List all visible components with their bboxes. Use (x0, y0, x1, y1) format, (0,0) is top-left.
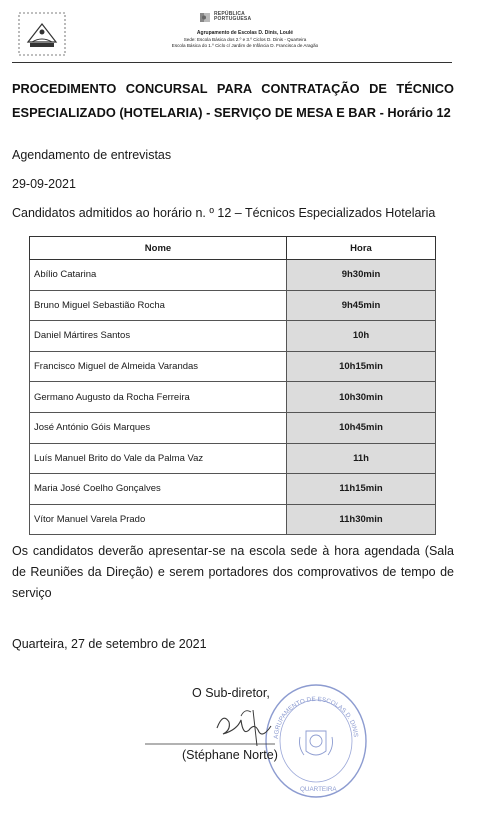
table-row (30, 474, 436, 505)
intro-text: Candidatos admitidos ao horário n. º 12 – Técnicos Especializados Hotelaria (12, 206, 436, 220)
interview-schedule-table (29, 236, 436, 535)
table-row (30, 321, 436, 352)
candidate-name: Vítor Manuel Varela Prado (30, 504, 287, 535)
table-row (30, 382, 436, 413)
school-logo (18, 12, 66, 56)
signatory-name: (Stéphane Norte) (182, 748, 278, 762)
instructions-paragraph: Os candidatos deverão apresentar-se na escola sede à hora agendada (Sala de Reuniões da Direção) e serem portadores dos comprovativos de tempo de serviço (12, 544, 454, 600)
svg-text:QUARTEIRA: QUARTEIRA (300, 786, 337, 793)
republic-emblem-icon (200, 13, 210, 22)
candidate-name: Luís Manuel Brito do Vale da Palma Vaz (30, 443, 287, 474)
interview-time: 9h30min (287, 260, 436, 291)
school-info (100, 30, 390, 50)
document-title-line1: PROCEDIMENTO CONCURSAL PARA CONTRATAÇÃO DE TÉCNICO (12, 81, 454, 96)
place-date: Quarteira, 27 de setembro de 2021 (12, 637, 207, 651)
table-row (30, 260, 436, 291)
table-row (30, 412, 436, 443)
candidate-name: José António Góis Marques (30, 412, 287, 443)
candidate-name: Abílio Catarina (30, 260, 287, 291)
candidate-name: Germano Augusto da Rocha Ferreira (30, 382, 287, 413)
table-header-row (30, 237, 436, 260)
candidate-name: Francisco Miguel de Almeida Varandas (30, 351, 287, 382)
interview-time: 9h45min (287, 290, 436, 321)
interview-time: 10h15min (287, 351, 436, 382)
interview-time: 10h (287, 321, 436, 352)
table-row (30, 290, 436, 321)
interview-time: 10h45min (287, 412, 436, 443)
republic-logo (200, 12, 251, 22)
school-line: Escola Básica do 1.º Ciclo c/ Jardim de Infância D. Francisca de Aragão (171, 43, 319, 49)
interview-time: 11h15min (287, 474, 436, 505)
column-header-hour: Hora (287, 237, 436, 260)
table-row (30, 443, 436, 474)
column-header-name: Nome (30, 237, 287, 260)
subject: Agendamento de entrevistas (12, 148, 172, 162)
svg-text:AGRUPAMENTO DE ESCOLAS D. DINI: AGRUPAMENTO DE ESCOLAS D. DINIS (272, 695, 359, 740)
header-divider (12, 62, 452, 63)
school-line: Agrupamento de Escolas D. Dinis, Loulé (196, 30, 294, 36)
table-row (30, 351, 436, 382)
date: 29-09-2021 (12, 177, 76, 191)
document-title-line2: ESPECIALIZADO (HOTELARIA) - SERVIÇO DE MESA E BAR - Horário 12 (12, 105, 451, 120)
candidate-name: Daniel Mártires Santos (30, 321, 287, 352)
interview-time: 11h (287, 443, 436, 474)
republic-label-line1: REPÚBLICA (214, 11, 245, 17)
candidate-name: Bruno Miguel Sebastião Rocha (30, 290, 287, 321)
school-line: Sede: Escola Básica dos 2.º e 3.º Ciclos D. Dinis - Quarteira (183, 36, 307, 42)
interview-time: 10h30min (287, 382, 436, 413)
interview-time: 11h30min (287, 504, 436, 535)
table-row (30, 504, 436, 535)
candidate-name: Maria José Coelho Gonçalves (30, 474, 287, 505)
republic-label-line2: PORTUGUESA (214, 16, 252, 22)
signatory-role: O Sub-diretor, (192, 686, 270, 700)
